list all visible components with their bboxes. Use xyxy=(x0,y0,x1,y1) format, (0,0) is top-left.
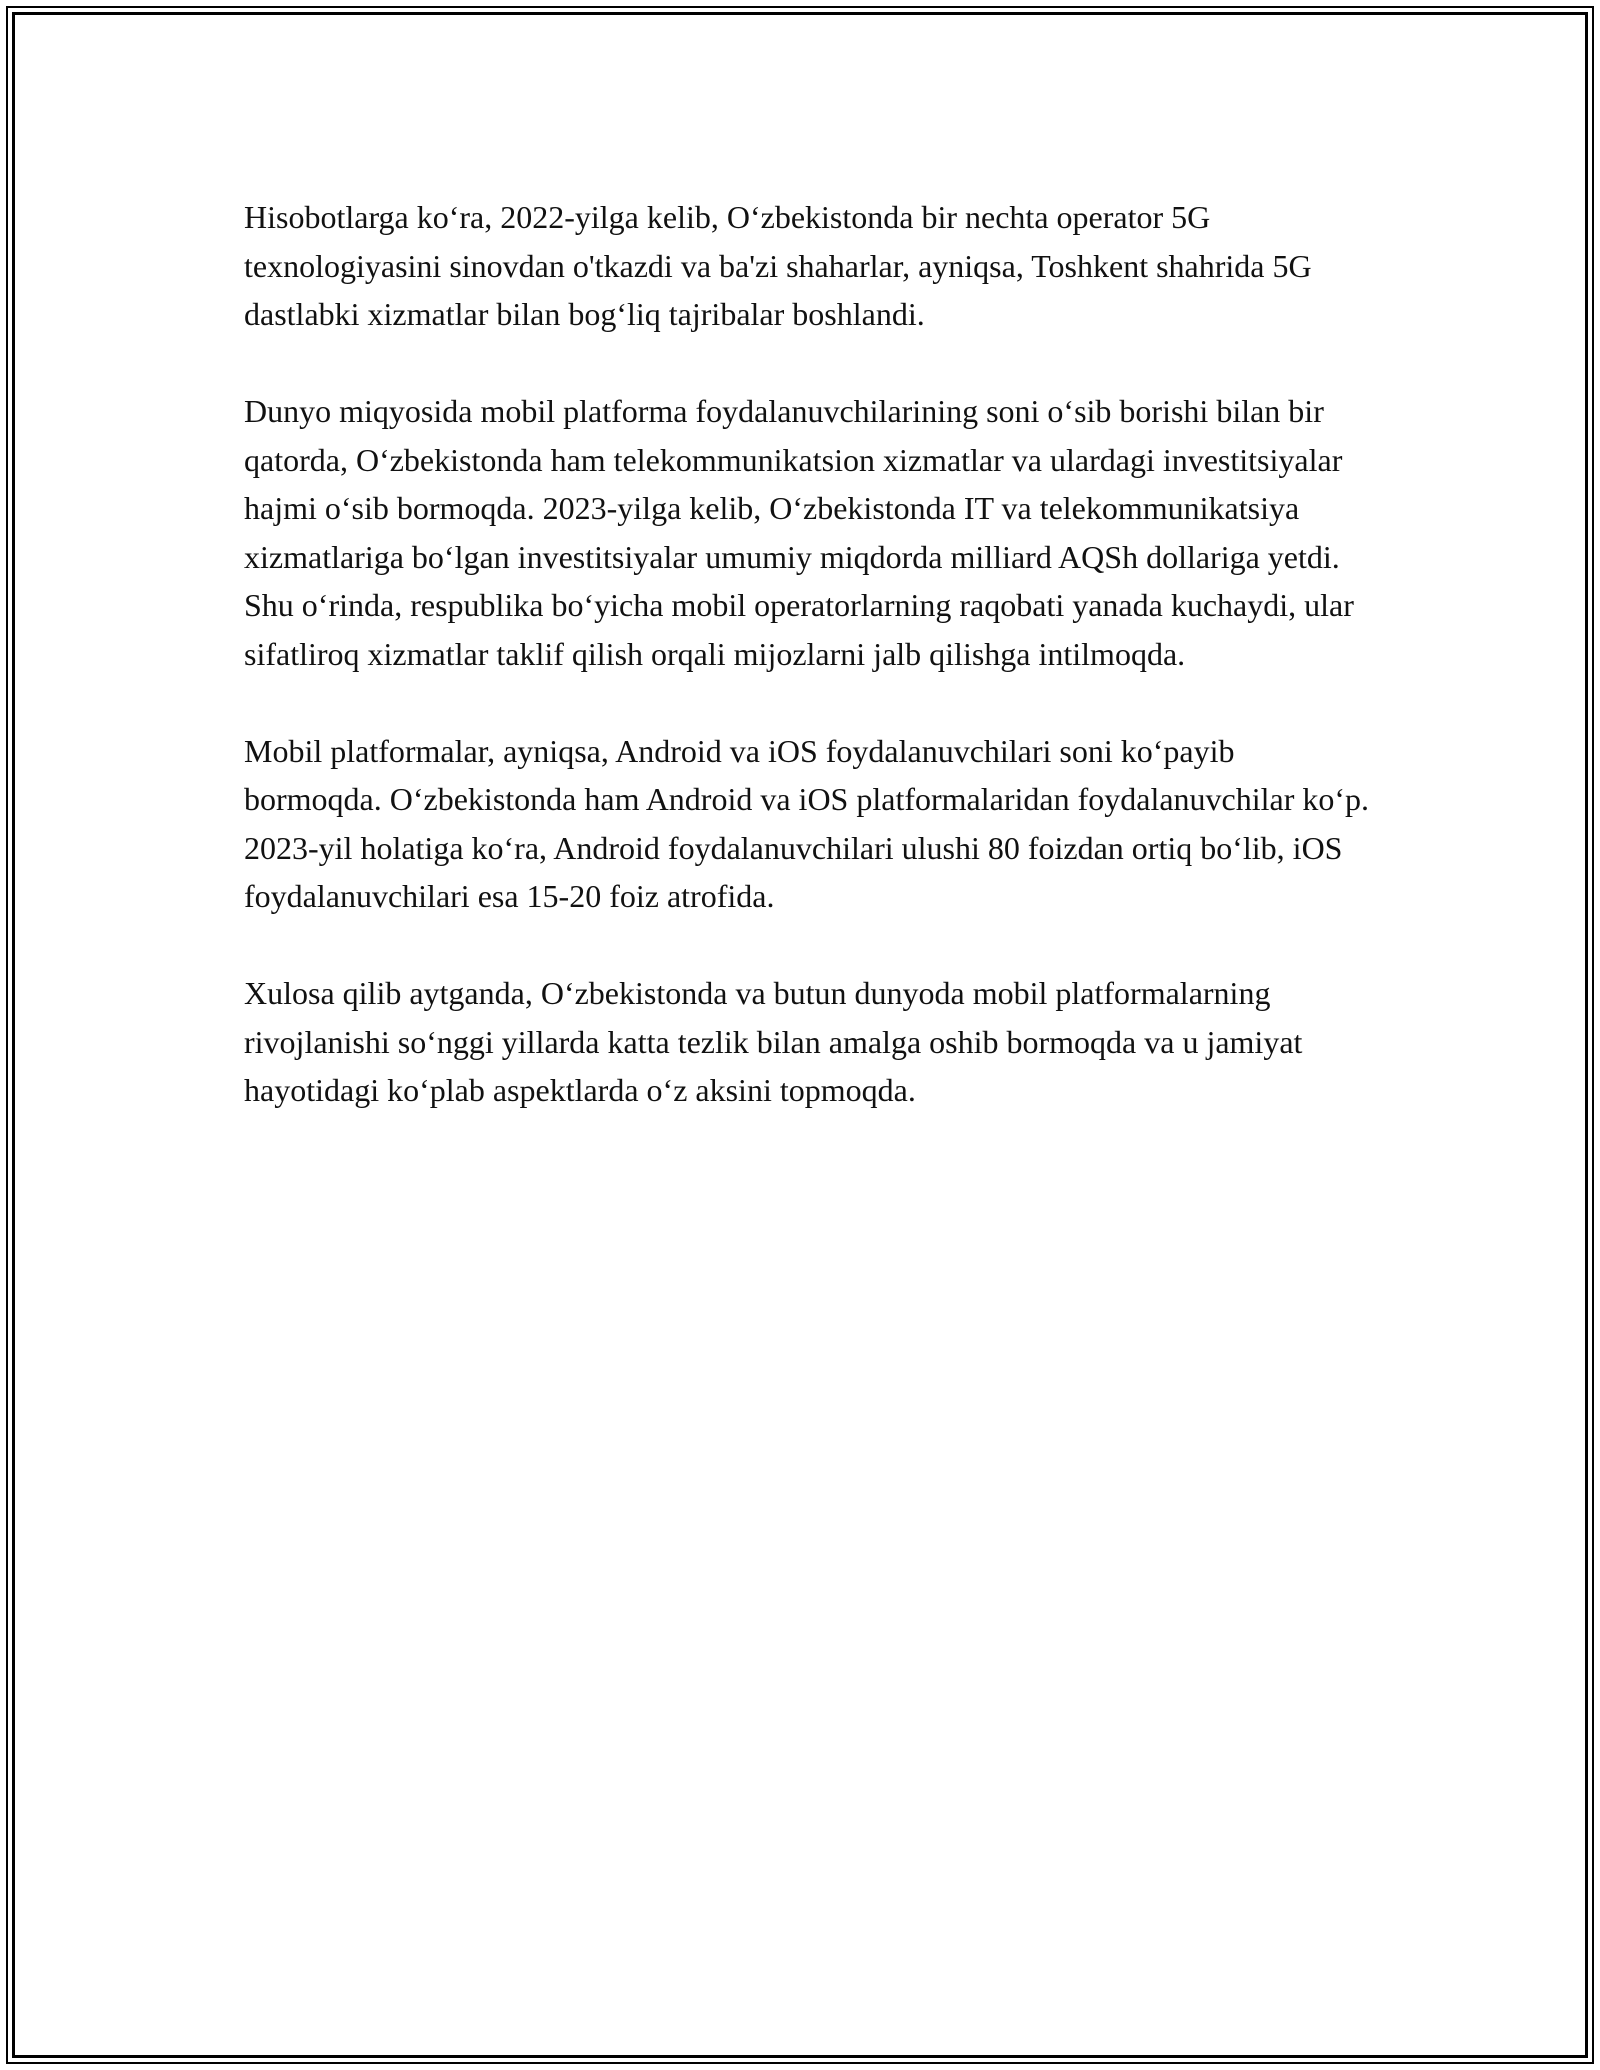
page-frame xyxy=(6,6,1594,2064)
document-body xyxy=(244,193,1374,1115)
paragraph-mobile-platforms: Mobil platformalar, ayniqsa, Android va iOS foydalanuvchilari soni koʻpayib bormoqda. Oʻzbekistonda ham Android va iOS platformalaridan foydalanuvchilar koʻp. 2023-yil holatiga koʻra, Android foydalanuvchilari ulushi 80 foizdan ortiq boʻlib, iOS foydalanuvchilari esa 15-20 foiz atrofida. xyxy=(244,732,1370,914)
paragraph-5g-testing: Hisobotlarga koʻra, 2022-yilga kelib, Oʻzbekistonda bir nechta operator 5G texnologiyasini sinovdan o'tkazdi va ba'zi shaharlar, ayniqsa, Toshkent shahrida 5G dastlabki xizmatlar bilan bogʻliq tajribalar boshlandi. xyxy=(244,199,1312,332)
paragraph-telecom-investments: Dunyo miqyosida mobil platforma foydalanuvchilarining soni oʻsib borishi bilan bir qatorda, Oʻzbekistonda ham telekommunikatsion xizmatlar va ulardagi investitsiyalar hajmi oʻsib bormoqda. 2023-yilga kelib, Oʻzbekistonda IT va telekommunikatsiya xizmatlariga boʻlgan investitsiyalar umumiy miqdorda milliard AQSh dollariga yetdi. Shu oʻrinda, respublika boʻyicha mobil operatorlarning raqobati yanada kuchaydi, ular sifatliroq xizmatlar taklif qilish orqali mijozlarni jalb qilishga intilmoqda. xyxy=(244,393,1354,672)
paragraph-conclusion: Xulosa qilib aytganda, Oʻzbekistonda va butun dunyoda mobil platformalarning rivojlanishi soʻnggi yillarda katta tezlik bilan amalga oshib bormoqda va u jamiyat hayotidagi koʻplab aspektlarda oʻz aksini topmoqda. xyxy=(244,975,1303,1108)
